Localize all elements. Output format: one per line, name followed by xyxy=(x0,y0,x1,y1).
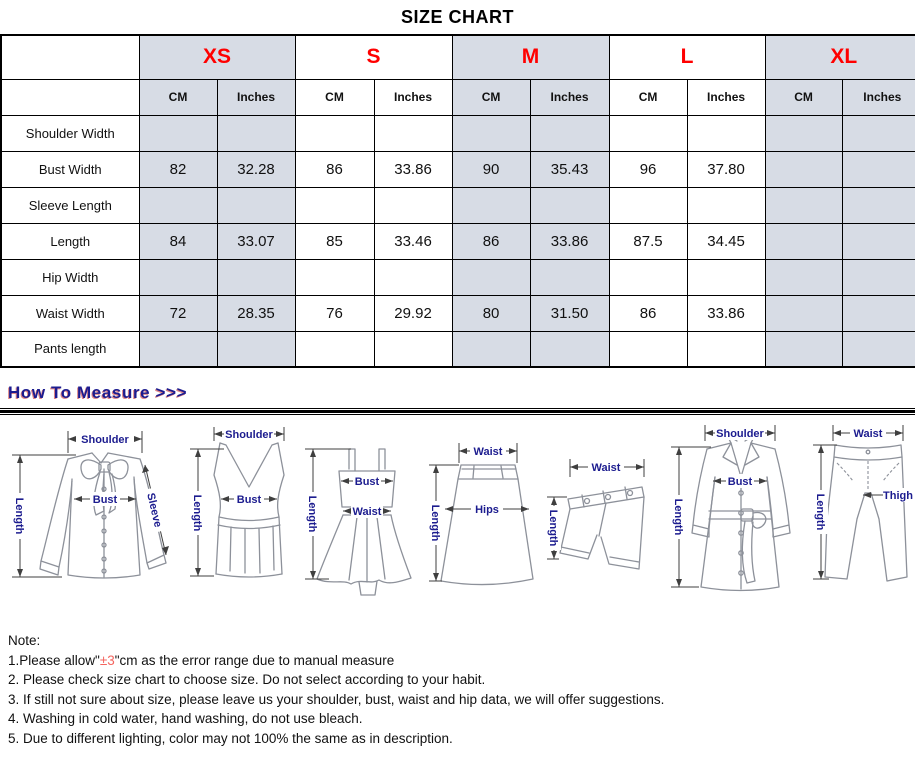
row-label: Shoulder Width xyxy=(1,115,139,151)
table-row xyxy=(1,115,915,151)
label-shoulder: Shoulder xyxy=(225,429,273,441)
label-sleeve: Sleeve xyxy=(144,491,164,529)
row-label: Hip Width xyxy=(1,259,139,295)
value-cell xyxy=(842,259,915,295)
value-cell xyxy=(217,259,295,295)
value-cell: 33.86 xyxy=(374,151,452,187)
value-cell: 72 xyxy=(139,295,217,331)
size-header-xl: XL xyxy=(765,35,915,79)
size-header-s: S xyxy=(295,35,452,79)
value-cell xyxy=(295,259,374,295)
garment-outline xyxy=(441,465,533,585)
value-cell xyxy=(452,331,530,367)
value-cell xyxy=(609,115,687,151)
value-cell: 82 xyxy=(139,151,217,187)
table-row xyxy=(1,223,915,259)
table-row xyxy=(1,259,915,295)
value-cell xyxy=(530,331,609,367)
value-cell xyxy=(687,187,765,223)
label-shoulder: Shoulder xyxy=(716,428,764,440)
value-cell xyxy=(452,115,530,151)
unit-header: Inches xyxy=(842,79,915,115)
value-cell: 80 xyxy=(452,295,530,331)
value-cell: 76 xyxy=(295,295,374,331)
size-header-l: L xyxy=(609,35,765,79)
value-cell xyxy=(609,187,687,223)
value-cell: 33.86 xyxy=(530,223,609,259)
figure-skirt xyxy=(429,419,544,619)
note-line-4: 4. Washing in cold water, hand washing, do not use bleach. xyxy=(8,711,363,726)
value-cell xyxy=(765,115,842,151)
value-cell xyxy=(842,115,915,151)
row-label: Waist Width xyxy=(1,295,139,331)
row-label: Bust Width xyxy=(1,151,139,187)
garment-outline xyxy=(560,487,644,569)
value-cell: 86 xyxy=(295,151,374,187)
value-cell xyxy=(842,223,915,259)
label-bust: Bust xyxy=(92,494,118,506)
label-length: Length xyxy=(191,494,203,532)
value-cell: 84 xyxy=(139,223,217,259)
label-length: Length xyxy=(672,498,684,536)
section-divider xyxy=(0,408,915,415)
value-cell xyxy=(765,259,842,295)
table-row xyxy=(1,187,915,223)
value-cell xyxy=(765,295,842,331)
size-chart-table-wrap xyxy=(0,34,915,368)
value-cell xyxy=(374,187,452,223)
value-cell: 86 xyxy=(452,223,530,259)
garment-outline xyxy=(692,435,790,591)
unit-header: CM xyxy=(765,79,842,115)
note-line-1: 1.Please allow"±3"cm as the error range due to manual measure xyxy=(8,652,395,668)
label-waist: Waist xyxy=(853,428,883,440)
size-header-xs: XS xyxy=(139,35,295,79)
note-line-2: 2. Please check size chart to choose size. Do not select according to your habit. xyxy=(8,672,486,687)
value-cell xyxy=(842,331,915,367)
unit-header: Inches xyxy=(687,79,765,115)
value-cell xyxy=(842,295,915,331)
size-chart-table xyxy=(0,34,915,368)
label-hips: Hips xyxy=(475,504,499,516)
unit-header: CM xyxy=(295,79,374,115)
label-waist: Waist xyxy=(473,446,503,458)
label-length: Length xyxy=(306,495,318,533)
size-header-m: M xyxy=(452,35,609,79)
row-label: Sleeve Length xyxy=(1,187,139,223)
value-cell xyxy=(452,187,530,223)
garment-outline xyxy=(317,449,411,595)
value-cell xyxy=(452,259,530,295)
label-waist: Waist xyxy=(591,462,621,474)
value-cell xyxy=(374,331,452,367)
notes-section xyxy=(8,631,915,748)
unit-header: Inches xyxy=(374,79,452,115)
row-label: Pants length xyxy=(1,331,139,367)
table-row xyxy=(1,151,915,187)
value-cell: 85 xyxy=(295,223,374,259)
label-length: Length xyxy=(429,504,441,542)
garment-outline xyxy=(214,443,284,577)
value-cell xyxy=(842,187,915,223)
value-cell: 35.43 xyxy=(530,151,609,187)
unit-header: CM xyxy=(452,79,530,115)
label-length: Length xyxy=(13,497,25,535)
value-cell: 33.86 xyxy=(687,295,765,331)
label-thigh: Thigh xyxy=(883,490,913,502)
value-cell: 33.46 xyxy=(374,223,452,259)
value-cell: 33.07 xyxy=(217,223,295,259)
value-cell xyxy=(765,187,842,223)
garment-outline xyxy=(40,453,166,578)
label-bust: Bust xyxy=(727,476,753,488)
label-bust: Bust xyxy=(354,476,380,488)
value-cell: 34.45 xyxy=(687,223,765,259)
value-cell: 96 xyxy=(609,151,687,187)
value-cell xyxy=(374,259,452,295)
note-line-5: 5. Due to different lighting, color may not 100% the same as in description. xyxy=(8,730,453,746)
figure-coat xyxy=(649,419,799,619)
value-cell xyxy=(217,187,295,223)
corner-cell xyxy=(1,79,139,115)
value-cell xyxy=(217,115,295,151)
label-length: Length xyxy=(814,493,826,531)
figure-shorts xyxy=(544,419,649,619)
row-label: Length xyxy=(1,223,139,259)
table-row xyxy=(1,331,915,367)
measure-diagrams xyxy=(0,419,915,621)
size-header-row xyxy=(1,35,915,79)
figure-dress xyxy=(299,419,429,619)
value-cell xyxy=(765,223,842,259)
unit-header: Inches xyxy=(530,79,609,115)
value-cell xyxy=(295,115,374,151)
label-shoulder: Shoulder xyxy=(81,434,129,446)
value-cell: 86 xyxy=(609,295,687,331)
value-cell xyxy=(609,331,687,367)
value-cell xyxy=(139,115,217,151)
value-cell xyxy=(530,115,609,151)
value-cell xyxy=(609,259,687,295)
figure-tank-top xyxy=(174,419,299,619)
value-cell xyxy=(295,331,374,367)
value-cell xyxy=(687,331,765,367)
unit-header-row xyxy=(1,79,915,115)
label-length: Length xyxy=(547,509,559,547)
note-line-3: 3. If still not sure about size, please leave us your shoulder, bust, waist and hip data, we will offer suggestions. xyxy=(8,691,665,707)
value-cell xyxy=(217,331,295,367)
figure-pants xyxy=(799,419,914,619)
figure-blouse xyxy=(4,419,174,619)
page-title: SIZE CHART xyxy=(401,7,514,27)
value-cell xyxy=(765,151,842,187)
value-cell xyxy=(139,187,217,223)
value-cell: 31.50 xyxy=(530,295,609,331)
value-cell xyxy=(687,259,765,295)
unit-header: CM xyxy=(609,79,687,115)
value-cell: 37.80 xyxy=(687,151,765,187)
note-highlight: ±3 xyxy=(99,652,115,668)
table-row xyxy=(1,295,915,331)
value-cell xyxy=(139,331,217,367)
corner-cell xyxy=(1,35,139,79)
note-heading: Note: xyxy=(8,633,41,648)
label-bust: Bust xyxy=(236,494,262,506)
value-cell xyxy=(374,115,452,151)
value-cell xyxy=(139,259,217,295)
how-to-measure-heading: How To Measure >>> xyxy=(8,383,188,402)
label-waist: Waist xyxy=(352,506,382,518)
value-cell xyxy=(687,115,765,151)
value-cell xyxy=(530,187,609,223)
value-cell: 90 xyxy=(452,151,530,187)
garment-outline xyxy=(825,445,907,581)
value-cell xyxy=(295,187,374,223)
value-cell xyxy=(842,151,915,187)
unit-header: Inches xyxy=(217,79,295,115)
value-cell: 29.92 xyxy=(374,295,452,331)
value-cell: 32.28 xyxy=(217,151,295,187)
unit-header: CM xyxy=(139,79,217,115)
value-cell xyxy=(765,331,842,367)
value-cell: 87.5 xyxy=(609,223,687,259)
value-cell: 28.35 xyxy=(217,295,295,331)
value-cell xyxy=(530,259,609,295)
